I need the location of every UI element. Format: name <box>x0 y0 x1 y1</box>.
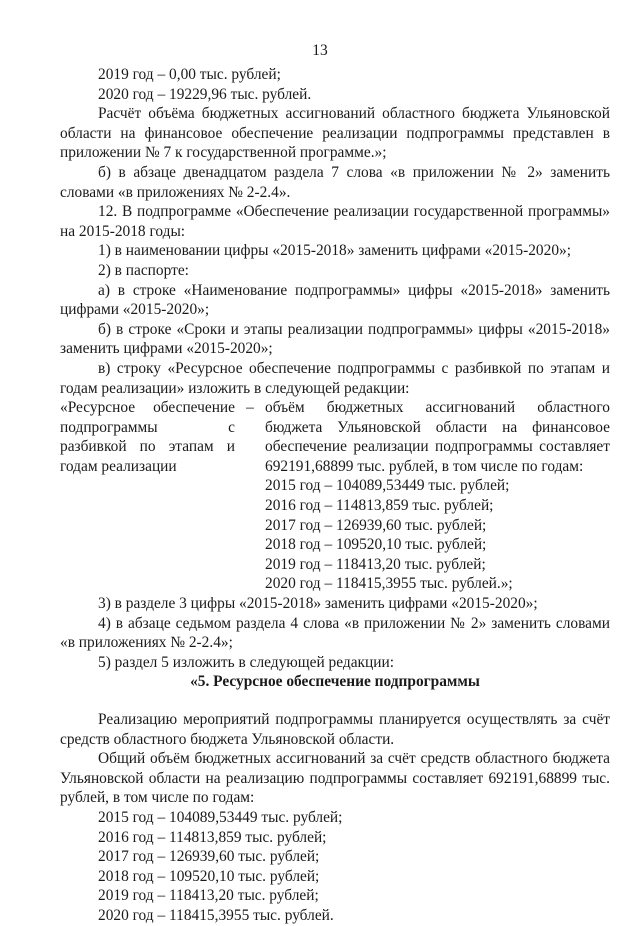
year-line: 2020 год – 118415,3955 тыс. рублей. <box>98 906 334 924</box>
bottom-year-list <box>60 808 610 926</box>
passport-year-line: 2018 год – 109520,10 тыс. рублей; <box>265 536 487 554</box>
passport-year-line: 2016 год – 114813,859 тыс. рублей; <box>265 497 494 515</box>
paragraph-realization: Реализацию мероприятий подпрограммы планируется осуществлять за счёт средств областного бюджета Ульяновской области. <box>60 711 610 748</box>
year-line: 2019 год – 118413,20 тыс. рублей; <box>98 887 319 905</box>
list-item-2a: а) в строке «Наименование подпрограммы» цифры «2015-2018» заменить цифрами «2015-2020»; <box>60 281 610 319</box>
page-number: 13 <box>312 42 328 59</box>
list-item-4: 4) в абзаце седьмом раздела 4 слова «в приложении № 2» заменить словами «в приложениях № 2-2.4»; <box>60 614 610 652</box>
passport-year-line: 2020 год – 118415,3955 тыс. рублей.»; <box>265 575 513 593</box>
passport-row-label: «Ресурсное обеспечение подпрограммы с разбивкой по этапам и годам реализации <box>60 399 235 475</box>
list-item-2: 2) в паспорте: <box>98 261 189 279</box>
passport-row <box>60 398 610 594</box>
passport-row-dash: – <box>246 399 254 417</box>
passport-year-line: 2019 год – 118413,20 тыс. рублей; <box>265 555 486 573</box>
year-line: 2020 год – 19229,96 тыс. рублей. <box>98 85 312 103</box>
list-item-3: 3) в разделе 3 цифры «2015-2018» заменить цифрами «2015-2020»; <box>98 595 538 613</box>
list-item-2b: б) в строке «Сроки и этапы реализации подпрограммы» цифры «2015-2018» заменить цифрами «2015-2020»; <box>60 320 610 358</box>
top-year-list <box>60 65 610 104</box>
passport-year-line: 2015 год – 104089,53449 тыс. рублей; <box>265 477 510 495</box>
paragraph-total-volume: Общий объём бюджетных ассигнований за счёт средств областного бюджета Ульяновской области на реализацию подпрограммы составляет 692191,68899 тыс. рублей, в том числе по годам: <box>60 750 610 807</box>
paragraph-calculation: Расчёт объёма бюджетных ассигнований областного бюджета Ульяновской области на финансовое обеспечение реализации подпрограммы представлен в приложении № 7 к государственной программе.»; <box>60 105 610 162</box>
list-item-1: 1) в наименовании цифры «2015-2018» заменить цифрами «2015-2020»; <box>98 242 571 260</box>
paragraph-section7-amendment: б) в абзаце двенадцатом раздела 7 слова «в приложении № 2» заменить словами «в приложениях № 2-2.4». <box>60 163 610 201</box>
list-item-5: 5) раздел 5 изложить в следующей редакции: <box>98 653 394 671</box>
spacer <box>60 692 610 710</box>
year-line: 2016 год – 114813,859 тыс. рублей; <box>98 828 327 846</box>
passport-value-intro: объём бюджетных ассигнований областного бюджета Ульяновской области на финансовое обеспечение реализации подпрограммы составляет 692191,68899 тыс. рублей, в том числе по годам: <box>265 399 610 475</box>
list-item-2v: в) строку «Ресурсное обеспечение подпрограммы с разбивкой по этапам и годам реализации» изложить в следующей редакции: <box>60 359 610 397</box>
paragraph-item-12: 12. В подпрограмме «Обеспечение реализации государственной программы» на 2015-2018 годы: <box>60 203 610 240</box>
year-line: 2017 год – 126939,60 тыс. рублей; <box>98 848 320 866</box>
year-line: 2019 год – 0,00 тыс. рублей; <box>98 66 281 83</box>
passport-year-line: 2017 год – 126939,60 тыс. рублей; <box>265 516 487 534</box>
section-heading: «5. Ресурсное обеспечение подпрограммы <box>190 673 480 691</box>
year-line: 2018 год – 109520,10 тыс. рублей; <box>98 867 320 885</box>
document-body <box>60 65 610 926</box>
year-line: 2015 год – 104089,53449 тыс. рублей; <box>98 808 343 826</box>
passport-row-value <box>265 398 610 594</box>
